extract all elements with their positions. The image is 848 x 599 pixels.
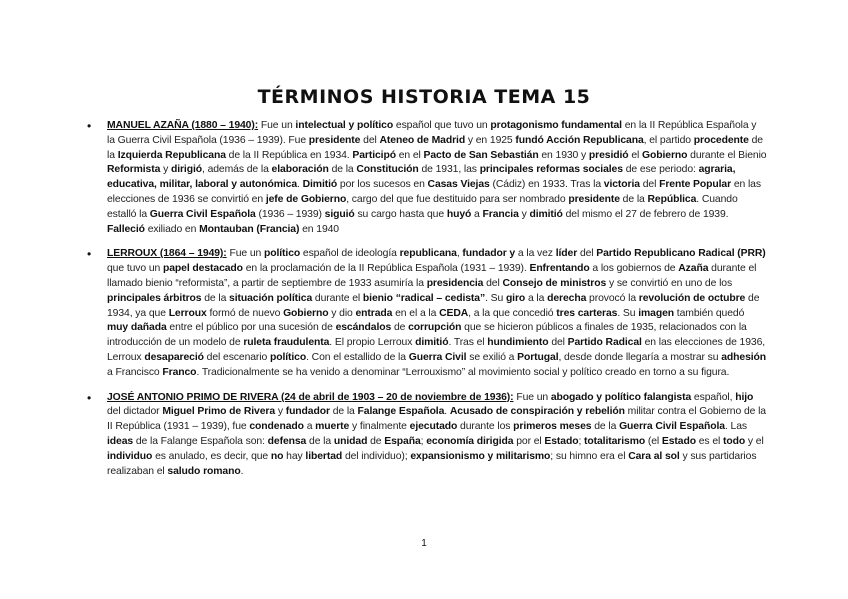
bold-term: papel destacado [163, 263, 243, 275]
text-run: en el [395, 149, 424, 161]
bold-term: Constitución [356, 164, 419, 176]
bold-term: Participó [352, 149, 396, 161]
bold-term: elaboración [271, 164, 329, 176]
text-run: , [456, 248, 463, 260]
text-run: durante el Bienio [687, 149, 767, 161]
page-title: TÉRMINOS HISTORIA TEMA 15 [257, 86, 591, 108]
text-run: y dio [328, 307, 356, 319]
text-run: de la [306, 435, 334, 447]
text-run: de la II República en 1934. [225, 149, 353, 161]
bold-term: Portugal [517, 351, 559, 363]
bold-term: Francia [482, 208, 519, 220]
text-run: formó de nuevo [206, 307, 284, 319]
bold-term: defensa [267, 435, 307, 447]
text-run: español de ideología [300, 248, 400, 260]
bold-term: Guerra Civil [408, 351, 467, 363]
bold-term: principales reformas sociales [479, 164, 623, 176]
text-run: del dictador [107, 406, 163, 418]
text-run: del [577, 248, 597, 260]
bold-term: corrupción [408, 322, 462, 334]
bold-term: individuo [107, 450, 153, 462]
bold-term: republicana [399, 248, 457, 260]
bold-term: muy dañada [107, 322, 167, 334]
bold-term: huyó [446, 208, 472, 220]
bold-term: Casas Viejas [427, 179, 490, 191]
text-run: Fue un [226, 248, 264, 260]
bold-term: protagonismo fundamental [490, 120, 622, 131]
text-run: y se convirtió en uno de los [606, 277, 733, 289]
bold-term: agraria, educativa, militar, laboral y autonómica [107, 164, 736, 191]
text-run: de 1931, las [418, 164, 480, 176]
text-run: ; [420, 435, 427, 447]
bold-term: Izquierda Republicana [117, 149, 226, 161]
text-run: y finalmente [349, 421, 410, 433]
text-run: durante el llamado bienio “reformista”, a partir de septiembre de 1933 asumiría la [107, 263, 757, 289]
text-run: a Francisco [107, 366, 163, 378]
bio-entry-lerroux [87, 247, 767, 380]
text-run: , el partido [643, 134, 694, 146]
bold-term: Consejo de ministros [502, 277, 607, 289]
bold-term: presidente [308, 134, 361, 146]
bold-term: Cara al sol [628, 450, 680, 462]
bold-term: saludo romano [167, 465, 241, 477]
bold-term: presidencia [426, 277, 484, 289]
text-run: de la [329, 406, 358, 418]
bold-term: Guerra Civil Española [619, 421, 725, 433]
bold-term: situación política [229, 292, 313, 304]
bold-term: condenado [249, 421, 304, 433]
bold-term: Partido Republicano Radical (PRR) [596, 248, 766, 260]
text-run: , desde donde llegaría a mostrar su [558, 351, 722, 363]
entry-heading: JOSÉ ANTONIO PRIMO DE RIVERA (24 de abril de 1903 – 20 de noviembre de 1936): [107, 391, 514, 403]
text-run: , cargo del que fue destituido para ser nombrado [346, 193, 569, 205]
bold-term: Acusado de conspiración y rebelión [449, 406, 625, 418]
bold-term: Estado [661, 435, 696, 447]
bold-term: unidad [333, 435, 368, 447]
bold-term: ideas [107, 435, 134, 447]
text-run: el [628, 149, 642, 161]
text-run: a la [525, 292, 548, 304]
text-run: de la [201, 292, 230, 304]
bold-term: Dimitió [302, 179, 338, 191]
bold-term: hundimiento [487, 337, 549, 349]
text-run: . Las [724, 421, 747, 433]
text-run: Fue un [513, 391, 551, 403]
text-run: del mismo el 27 de febrero de 1939. [562, 208, 729, 220]
bold-term: revolución de octubre [638, 292, 746, 304]
text-run: en la II República Española y la Guerra Civil Española (1936 – 1939). Fue [107, 120, 757, 146]
bold-term: Frente Popular [659, 179, 732, 191]
bold-term: principales árbitros [107, 292, 202, 304]
bold-term: Estado [544, 435, 579, 447]
bold-term: ejecutado [409, 421, 458, 433]
bold-term: político [263, 248, 301, 260]
text-run: . Su [617, 307, 639, 319]
text-run: y el [745, 435, 764, 447]
text-run: . Tradicionalmente se ha venido a denominar “Lerrouxismo” al movimiento social y político creado en torno a su figura. [196, 366, 730, 378]
bold-term: jefe de Gobierno [265, 193, 347, 205]
bold-term: Reformista [107, 164, 161, 176]
bold-term: escándalos [335, 322, 392, 334]
text-run: y [160, 164, 171, 176]
text-run: del [548, 337, 568, 349]
bold-term: giro [505, 292, 526, 304]
bullet-icon: • [87, 119, 92, 133]
text-run: y [518, 208, 530, 220]
bold-term: tres carteras [556, 307, 618, 319]
text-run: en las elecciones de 1936 se convirtió en [107, 179, 761, 205]
bold-term: presidente [568, 193, 620, 205]
bold-term: dimitió [529, 208, 563, 220]
text-run: . [297, 179, 303, 191]
bold-term: ruleta fraudulenta [243, 337, 330, 349]
text-run: ; [578, 435, 585, 447]
bold-term: Gobierno [642, 149, 688, 161]
text-run: ; su himno era el [550, 450, 629, 462]
text-run: militar contra el Gobierno de la II República (1931 – 1939), fue [107, 406, 766, 433]
text-run: en las elecciones de 1936, Lerroux [107, 337, 766, 363]
text-run: y sus partidarios realizaban el [107, 450, 757, 477]
text-run: de [367, 435, 385, 447]
bold-term: líder [555, 248, 578, 260]
text-run: por los sucesos en [337, 179, 428, 191]
text-run: provocó la [586, 292, 639, 304]
text-run: de la [107, 134, 763, 161]
text-run: de la [328, 164, 357, 176]
bold-term: victoria [603, 179, 640, 191]
bold-term: desapareció [144, 351, 204, 363]
bold-term: expansionismo y militarismo [410, 450, 551, 462]
text-run: en el a la [392, 307, 440, 319]
bullet-icon: • [87, 390, 92, 405]
text-run: se exilió a [466, 351, 518, 363]
text-run: . Con el estallido de la [306, 351, 409, 363]
bullet-icon: • [87, 247, 92, 262]
text-run: y en 1925 [465, 134, 516, 146]
bold-term: Montauban (Francia) [199, 223, 300, 235]
text-run: también quedó [674, 307, 745, 319]
bold-term: muerte [315, 421, 350, 433]
bold-term: Ateneo de Madrid [379, 134, 466, 146]
text-run: que tuvo un [107, 263, 163, 275]
text-run: de 1934, ya que [107, 292, 760, 319]
bold-term: fundador [285, 406, 330, 418]
text-run: . Cuando estalló la [107, 193, 738, 220]
text-run: y [275, 406, 286, 418]
text-run: del [360, 134, 380, 146]
bold-term: Miguel Primo de Rivera [162, 406, 276, 418]
bold-term: político [269, 351, 307, 363]
bold-term: Lerroux [168, 307, 207, 319]
bold-term: economía dirigida [426, 435, 514, 447]
bold-term: libertad [305, 450, 343, 462]
bold-term: adhesión [721, 351, 767, 363]
page-number: 1 [421, 538, 427, 549]
bold-term: fundó Acción Republicana [515, 134, 644, 146]
text-run: (1936 – 1939) [255, 208, 325, 220]
text-run: . El propio Lerroux [329, 337, 416, 349]
entry-heading: LERROUX (1864 – 1949): [107, 248, 227, 260]
bold-term: derecha [547, 292, 587, 304]
text-run: del [483, 277, 503, 289]
bold-term: intelectual y político [295, 120, 394, 131]
text-run: es anulado, es decir, que [152, 450, 271, 462]
text-run: en 1940 [299, 223, 339, 235]
bold-term: Gobierno [283, 307, 329, 319]
bold-term: Falleció [107, 223, 145, 235]
bold-term: hijo [735, 391, 754, 403]
bold-term: España [384, 435, 421, 447]
text-run: del [639, 179, 660, 191]
text-run: . Su [485, 292, 506, 304]
entry-heading: MANUEL AZAÑA (1880 – 1940): [107, 120, 259, 131]
text-run: a los gobiernos de [589, 263, 679, 275]
text-run: exiliado en [144, 223, 200, 235]
bold-term: Pacto de San Sebastián [423, 149, 539, 161]
bio-text [107, 391, 767, 480]
bold-term: todo [723, 435, 746, 447]
text-run: en la proclamación de la II República Española (1931 – 1939). [242, 263, 530, 275]
text-run: español que tuvo un [393, 120, 491, 131]
bio-list [87, 119, 767, 489]
bold-term: Enfrentando [529, 263, 590, 275]
bold-term: primeros meses [513, 421, 592, 433]
text-run: durante los [457, 421, 514, 433]
bold-term: Partido Radical [567, 337, 642, 349]
text-run: hay [283, 450, 306, 462]
text-run: , además de la [202, 164, 272, 176]
text-run: de la [591, 421, 620, 433]
bold-term: entrada [355, 307, 393, 319]
text-run: en 1930 y [538, 149, 589, 161]
text-run: a [303, 421, 316, 433]
text-run: , a la que concedió [468, 307, 557, 319]
bold-term: bienio “radical – cedista” [362, 292, 486, 304]
text-run: a la vez [515, 248, 556, 260]
text-run: (el [645, 435, 662, 447]
text-run: (Cádiz) en 1933. Tras la [489, 179, 604, 191]
text-run: por el [513, 435, 545, 447]
bold-term: Azaña [678, 263, 709, 275]
text-run: de la Falange Española son: [133, 435, 268, 447]
bold-term: totalitarismo [584, 435, 646, 447]
bold-term: República [647, 193, 697, 205]
text-run: del individuo); [342, 450, 411, 462]
text-run: . [240, 465, 244, 477]
bio-entry-azana [87, 119, 767, 237]
bold-term: no [270, 450, 284, 462]
text-run: . Tras el [448, 337, 488, 349]
text-run: español, [691, 391, 736, 403]
bold-term: CEDA [439, 307, 469, 319]
bio-text [107, 119, 767, 237]
text-run: de [391, 322, 409, 334]
text-run: de ese periodo: [622, 164, 699, 176]
text-run: a [471, 208, 483, 220]
bio-entry-primo-de-rivera [87, 391, 767, 480]
bold-term: Guerra Civil Española [149, 208, 256, 220]
bold-term: dimitió [415, 337, 449, 349]
text-run: del escenario [203, 351, 270, 363]
text-run: es el [695, 435, 723, 447]
text-run: su cargo hasta que [354, 208, 447, 220]
bold-term: dirigió [170, 164, 202, 176]
bold-term: abogado y político falangista [550, 391, 692, 403]
bold-term: procedente [693, 134, 749, 146]
bold-term: Falange Española [357, 406, 445, 418]
text-run: . [444, 406, 450, 418]
bold-term: presidió [588, 149, 629, 161]
bold-term: imagen [638, 307, 675, 319]
bio-text [107, 247, 767, 380]
text-run: entre el público por una sucesión de [166, 322, 336, 334]
text-run: que se hicieron públicos a finales de 1935, relacionados con la introducción de un modelo de [107, 322, 747, 349]
text-run: de la [619, 193, 648, 205]
text-run: Fue un [258, 120, 296, 131]
bold-term: siguió [324, 208, 355, 220]
text-run: durante el [312, 292, 363, 304]
bold-term: fundador y [462, 248, 516, 260]
bold-term: Franco [162, 366, 197, 378]
